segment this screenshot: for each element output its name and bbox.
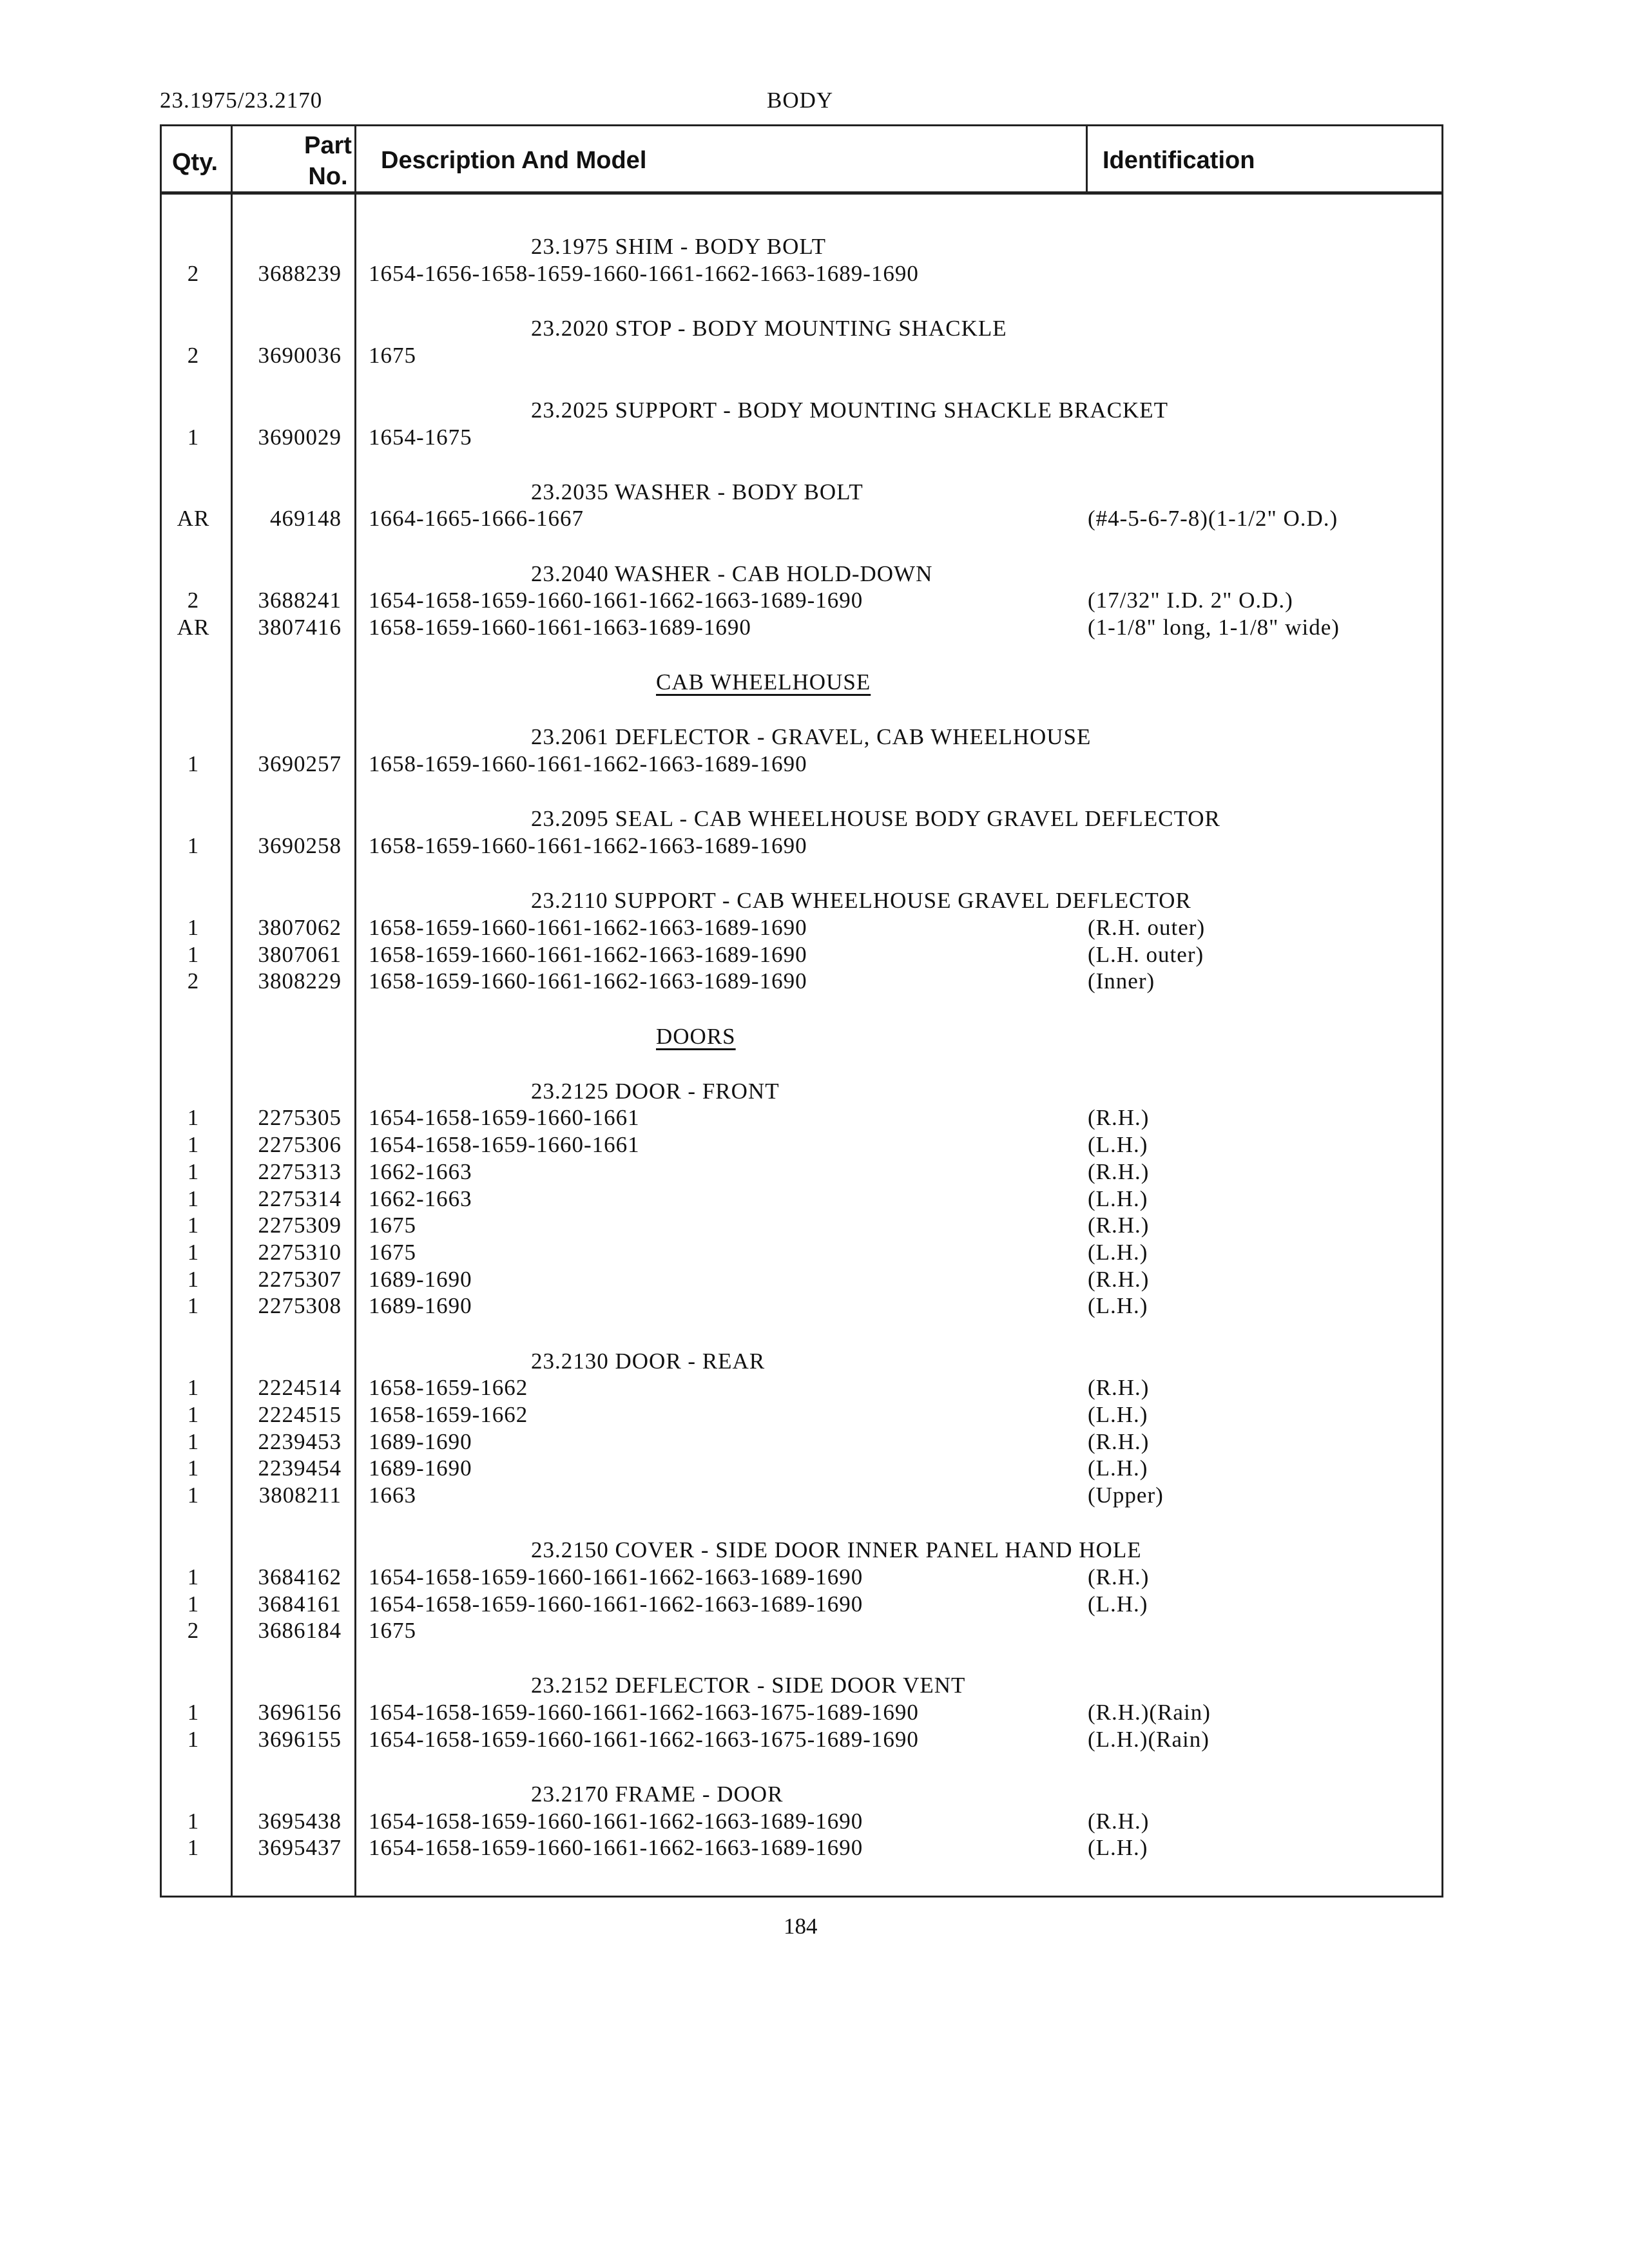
group-title: 23.2020 STOP - BODY MOUNTING SHACKLE [531,316,1007,341]
qty-cell: 1 [187,1429,200,1454]
model-cell: 1654-1658-1659-1660-1661-1662-1663-1689-1690 [369,1564,863,1590]
part-number-cell: 3807416 [258,615,342,640]
part-number-cell: 3686184 [258,1618,342,1643]
part-number-cell: 3808211 [258,1483,342,1508]
identification-cell: (R.H.) [1088,1105,1150,1130]
group-title: 23.2025 SUPPORT - BODY MOUNTING SHACKLE BRACKET [531,398,1168,423]
part-number-cell: 3808229 [258,968,342,994]
page-number: 184 [784,1914,818,1939]
part-number-cell: 3688241 [258,588,342,613]
part-number-cell: 3684162 [258,1564,342,1590]
part-number-cell: 2239453 [258,1429,342,1454]
qty-cell: 1 [187,1105,200,1130]
identification-cell: (#4-5-6-7-8)(1-1/2" O.D.) [1088,506,1338,531]
qty-cell: 1 [187,1213,200,1238]
identification-cell: (L.H.) [1088,1240,1148,1265]
qty-cell: 1 [187,1700,200,1725]
identification-cell: (R.H.) [1088,1429,1150,1454]
qty-cell: 1 [187,1483,200,1508]
group-title: 23.2110 SUPPORT - CAB WHEELHOUSE GRAVEL DEFLECTOR [531,888,1191,913]
identification-cell: (L.H.) [1088,1293,1148,1318]
model-cell: 1689-1690 [369,1456,472,1481]
model-cell: 1654-1656-1658-1659-1660-1661-1662-1663-1689-1690 [369,261,919,286]
qty-cell: 1 [187,1591,200,1617]
model-cell: 1658-1659-1662 [369,1402,528,1427]
group-title: 23.2130 DOOR - REAR [531,1349,766,1374]
identification-column-header: Identification [1103,147,1255,174]
qty-cell: 1 [187,1186,200,1211]
part-number-cell: 2224514 [258,1375,342,1400]
part-number-cell: 2239454 [258,1456,342,1481]
model-cell: 1675 [369,343,416,368]
model-cell: 1654-1675 [369,425,472,450]
identification-cell: (L.H.) [1088,1132,1148,1157]
qty-cell: 2 [187,261,200,286]
identification-cell: (L.H.) [1088,1591,1148,1617]
qty-cell: 2 [187,343,200,368]
model-cell: 1658-1659-1660-1661-1663-1689-1690 [369,615,751,640]
identification-cell: (R.H.) [1088,1375,1150,1400]
group-title: 23.2125 DOOR - FRONT [531,1079,780,1104]
qty-cell: 1 [187,1240,200,1265]
part-number-cell: 3695438 [258,1809,342,1834]
qty-cell: 1 [187,1402,200,1427]
qty-cell: 1 [187,942,200,967]
part-number-cell: 3684161 [258,1591,342,1617]
group-title: 23.2152 DEFLECTOR - SIDE DOOR VENT [531,1673,966,1698]
part-number-cell: 2275307 [258,1267,342,1292]
identification-cell: (L.H. outer) [1088,942,1204,967]
model-cell: 1654-1658-1659-1660-1661-1662-1663-1689-1690 [369,588,863,613]
model-cell: 1664-1665-1666-1667 [369,506,584,531]
part-number-cell: 3690029 [258,425,342,450]
model-cell: 1658-1659-1660-1661-1662-1663-1689-1690 [369,751,807,776]
model-cell: 1662-1663 [369,1186,472,1211]
qty-cell: 1 [187,1835,200,1860]
model-cell: 1689-1690 [369,1293,472,1318]
qty-cell: 1 [187,1375,200,1400]
qty-cell: 2 [187,968,200,994]
group-title: 23.2170 FRAME - DOOR [531,1782,784,1807]
model-cell: 1675 [369,1213,416,1238]
part-number-cell: 3696156 [258,1700,342,1725]
model-cell: 1675 [369,1240,416,1265]
model-cell: 1654-1658-1659-1660-1661-1662-1663-1675-1689-1690 [369,1700,919,1725]
qty-cell: 1 [187,1564,200,1590]
identification-cell: (L.H.) [1088,1186,1148,1211]
qty-cell: 2 [187,1618,200,1643]
identification-cell: (L.H.)(Rain) [1088,1727,1210,1752]
group-title: 23.2040 WASHER - CAB HOLD-DOWN [531,561,933,586]
part-number-cell: 2275308 [258,1293,342,1318]
model-cell: 1663 [369,1483,416,1508]
model-cell: 1654-1658-1659-1660-1661-1662-1663-1689-1690 [369,1835,863,1860]
model-cell: 1658-1659-1660-1661-1662-1663-1689-1690 [369,833,807,858]
part-number-cell: 2275313 [258,1159,342,1184]
qty-cell: 2 [187,588,200,613]
identification-cell: (R.H.)(Rain) [1088,1700,1211,1725]
group-title: 23.2095 SEAL - CAB WHEELHOUSE BODY GRAVEL DEFLECTOR [531,806,1220,831]
qty-cell: 1 [187,1293,200,1318]
model-cell: 1689-1690 [369,1267,472,1292]
group-title: 23.2061 DEFLECTOR - GRAVEL, CAB WHEELHOUSE [531,724,1092,749]
qty-cell: 1 [187,1809,200,1834]
part-number-cell: 3695437 [258,1835,342,1860]
identification-cell: (L.H.) [1088,1456,1148,1481]
part-header-line2: No. [308,163,348,190]
part-number-cell: 3688239 [258,261,342,286]
model-cell: 1658-1659-1660-1661-1662-1663-1689-1690 [369,915,807,940]
section-title: BODY [767,88,834,113]
identification-cell: (Inner) [1088,968,1155,994]
part-number-cell: 2275306 [258,1132,342,1157]
identification-cell: (17/32" I.D. 2" O.D.) [1088,588,1293,613]
group-title: 23.2035 WASHER - BODY BOLT [531,479,863,505]
part-number-cell: 469148 [270,506,342,531]
model-cell: 1658-1659-1660-1661-1662-1663-1689-1690 [369,942,807,967]
identification-cell: (R.H.) [1088,1564,1150,1590]
qty-cell: 1 [187,1159,200,1184]
part-header-line1: Part [304,132,352,159]
identification-cell: (R.H.) [1088,1809,1150,1834]
part-number-cell: 3807062 [258,915,342,940]
page-range: 23.1975/23.2170 [160,88,323,113]
identification-cell: (Upper) [1088,1483,1164,1508]
qty-cell: 1 [187,1456,200,1481]
qty-cell: 1 [187,833,200,858]
qty-cell: 1 [187,915,200,940]
section-heading: CAB WHEELHOUSE [656,669,871,695]
model-cell: 1654-1658-1659-1660-1661 [369,1132,640,1157]
qty-cell: 1 [187,1132,200,1157]
model-cell: 1654-1658-1659-1660-1661-1662-1663-1689-1690 [369,1591,863,1617]
part-number-cell: 2275310 [258,1240,342,1265]
identification-cell: (R.H. outer) [1088,915,1206,940]
qty-cell: AR [177,506,210,531]
part-number-cell: 2275305 [258,1105,342,1130]
qty-cell: AR [177,615,210,640]
qty-cell: 1 [187,425,200,450]
part-number-cell: 3690258 [258,833,342,858]
part-number-cell: 3696155 [258,1727,342,1752]
model-cell: 1654-1658-1659-1660-1661-1662-1663-1689-1690 [369,1809,863,1834]
group-title: 23.1975 SHIM - BODY BOLT [531,234,826,259]
model-cell: 1654-1658-1659-1660-1661 [369,1105,640,1130]
model-cell: 1662-1663 [369,1159,472,1184]
identification-cell: (R.H.) [1088,1213,1150,1238]
part-number-cell: 3807061 [258,942,342,967]
qty-cell: 1 [187,751,200,776]
model-cell: 1658-1659-1660-1661-1662-1663-1689-1690 [369,968,807,994]
model-cell: 1675 [369,1618,416,1643]
part-number-cell: 3690257 [258,751,342,776]
part-number-cell: 3690036 [258,343,342,368]
qty-column-header: Qty. [172,149,218,176]
identification-cell: (R.H.) [1088,1267,1150,1292]
part-number-cell: 2275309 [258,1213,342,1238]
identification-cell: (L.H.) [1088,1835,1148,1860]
identification-cell: (1-1/8" long, 1-1/8" wide) [1088,615,1340,640]
section-heading: DOORS [656,1024,736,1049]
identification-cell: (R.H.) [1088,1159,1150,1184]
model-cell: 1689-1690 [369,1429,472,1454]
part-number-cell: 2275314 [258,1186,342,1211]
model-cell: 1654-1658-1659-1660-1661-1662-1663-1675-1689-1690 [369,1727,919,1752]
part-number-cell: 2224515 [258,1402,342,1427]
description-column-header: Description And Model [381,147,647,174]
identification-cell: (L.H.) [1088,1402,1148,1427]
group-title: 23.2150 COVER - SIDE DOOR INNER PANEL HAND HOLE [531,1537,1142,1562]
model-cell: 1658-1659-1662 [369,1375,528,1400]
qty-cell: 1 [187,1267,200,1292]
qty-cell: 1 [187,1727,200,1752]
